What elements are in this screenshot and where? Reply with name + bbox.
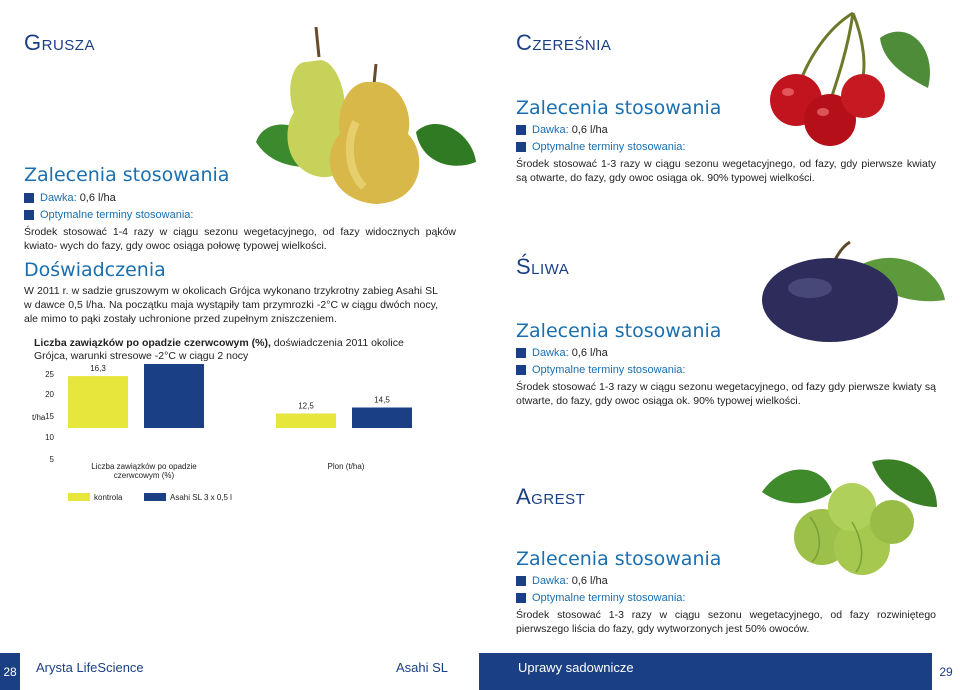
y-tick-label: 15 — [45, 412, 54, 421]
legend-label: Asahi SL 3 x 0,5 l — [170, 493, 232, 502]
legend-label: kontrola — [94, 493, 123, 502]
legend-swatch-asahi — [144, 493, 166, 501]
y-tick-label: 25 — [45, 370, 54, 379]
rec-title-cherry: Zalecenia stosowania — [516, 97, 722, 119]
dose-value: 0,6 l/ha — [571, 347, 608, 359]
bullet-square-icon — [516, 142, 526, 152]
bullet-square-icon — [516, 576, 526, 586]
timing-line-gooseberry — [516, 592, 685, 604]
heading-pear: Grusza — [24, 30, 95, 55]
dose-label: Dawka: — [532, 347, 569, 359]
footer-product: Asahi SL — [396, 660, 449, 675]
chart-title — [34, 337, 434, 363]
timing-label: Optymalne terminy stosowania: — [532, 592, 686, 604]
bar-1-1 — [352, 408, 412, 429]
timing-label: Optymalne terminy stosowania: — [532, 364, 686, 376]
page-number-right: 29 — [932, 653, 960, 690]
dose-value: 0,6 l/ha — [571, 575, 608, 587]
category-label: Plon (t/ha) — [327, 462, 365, 471]
heading-gooseberry: Agrest — [516, 484, 586, 509]
timing-label: Optymalne terminy stosowania: — [532, 141, 686, 153]
timing-line-pear — [24, 209, 193, 221]
y-tick-label: 5 — [49, 455, 54, 464]
bullet-square-icon — [24, 193, 34, 203]
bullet-square-icon — [516, 348, 526, 358]
dose-line-pear — [24, 192, 116, 204]
exp-title: Doświadczenia — [24, 259, 166, 281]
timing-text-pear: Środek stosować 1-4 razy w ciągu sezonu wegetacyjnego, od fazy widocznych pąków kwiato- wych do fazy, gdy owoc osiąga połowę typowej wielkości. — [24, 226, 456, 252]
gooseberry-image — [752, 452, 942, 582]
rec-title-gooseberry: Zalecenia stosowania — [516, 548, 722, 570]
bullet-square-icon — [24, 210, 34, 220]
bullet-square-icon — [516, 593, 526, 603]
category-label: czerwcowym (%) — [113, 471, 175, 480]
dose-line-gooseberry — [516, 575, 608, 587]
cherry-image — [768, 8, 938, 148]
page-number-left: 28 — [0, 653, 20, 690]
dose-value: 0,6 l/ha — [571, 124, 608, 136]
timing-text-cherry: Środek stosować 1-3 razy w ciągu sezonu wegetacyjnego, od fazy, gdy pierwsze kwiaty są otwarte, do fazy, gdy owoc osiąga ok. 90% typowej wielkości. — [516, 158, 936, 184]
rec-title-plum: Zalecenia stosowania — [516, 320, 722, 342]
bullet-square-icon — [516, 125, 526, 135]
data-label: 14,5 — [374, 395, 390, 405]
right-page — [490, 0, 960, 690]
timing-text-gooseberry: Środek stosować 1-3 razy w ciągu sezonu wegetacyjnego, od fazy rozwiniętego pierwszego liścia do fazy, gdy wytworzonych jest 50% owoców. — [516, 609, 936, 635]
timing-text-plum: Środek stosować 1-3 razy w ciągu sezonu wegetacyjnego, od fazy gdy pierwsze kwiaty są otwarte, do fazy, gdy owoc osiąga ok. 90% typowej wielkości. — [516, 381, 936, 407]
bar-1-0 — [144, 364, 204, 428]
chart-title-rest: doświadczenia 2011 okolice Grójca, warunki stresowe -2°C w ciągu 2 nocy — [34, 337, 404, 362]
pear-image — [236, 22, 480, 212]
timing-line-cherry — [516, 141, 685, 153]
footer-brand: Arysta LifeScience — [36, 660, 144, 675]
dose-line-cherry — [516, 124, 608, 136]
exp-text: W 2011 r. w sadzie gruszowym w okolicach Grójca wykonano trzykrotny zabieg Asahi SL w dawce 0,5 l/ha. Na początku maja wystąpiły tam przymrozki -2°C w ciągu dwóch nocy, ale mimo to pąki zostały uchronione przed zupełnym zniszczeniem. — [24, 285, 438, 325]
dose-line-plum — [516, 347, 608, 359]
bar-0-1 — [276, 414, 336, 429]
bar-0-0 — [68, 376, 128, 428]
y-axis-label: t/ha — [32, 413, 46, 422]
bar-chart — [30, 364, 430, 514]
category-label: Liczba zawiązków po opadzie — [91, 462, 197, 471]
chart-title-bold: Liczba zawiązków po opadzie czerwcowym (%), — [34, 337, 271, 349]
dose-label: Dawka: — [40, 192, 77, 204]
y-tick-label: 20 — [45, 390, 54, 399]
dose-label: Dawka: — [532, 124, 569, 136]
footer-category: Uprawy sadownicze — [518, 660, 634, 675]
legend-swatch-kontrola — [68, 493, 90, 501]
dose-label: Dawka: — [532, 575, 569, 587]
data-label: 16,3 — [90, 364, 106, 374]
bullet-square-icon — [516, 365, 526, 375]
y-tick-label: 10 — [45, 433, 54, 442]
timing-label: Optymalne terminy stosowania: — [40, 209, 194, 221]
data-label: 12,5 — [298, 401, 314, 411]
dose-value: 0,6 l/ha — [79, 192, 116, 204]
heading-plum: Śliwa — [516, 254, 570, 279]
plum-image — [750, 240, 950, 350]
heading-cherry: Czereśnia — [516, 30, 612, 55]
timing-line-plum — [516, 364, 685, 376]
rec-title-pear: Zalecenia stosowania — [24, 164, 230, 186]
